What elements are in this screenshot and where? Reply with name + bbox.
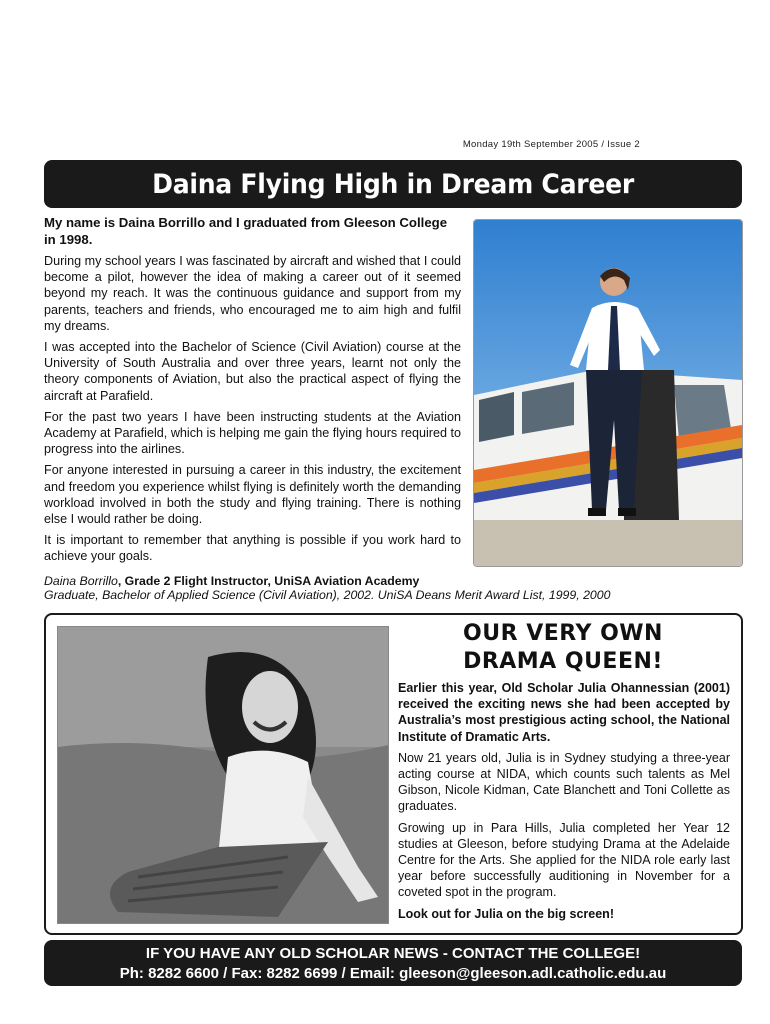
contact-details: Ph: 8282 6600 / Fax: 8282 6699 / Email: gleeson@gleeson.adl.catholic.edu.au	[119, 965, 667, 982]
drama-lead: Earlier this year, Old Scholar Julia Ohannessian (2001) received the exciting news she had been accepted by Australia’s most prestigious acting school, the National Institute of Dramatic Arts.	[398, 681, 730, 744]
drama-title-line2: DRAMA QUEEN!	[463, 649, 663, 674]
contact-banner	[44, 940, 742, 986]
drama-title-line1: OUR VERY OWN	[463, 621, 663, 646]
drama-paragraph: Growing up in Para Hills, Julia completed her Year 12 studies at Gleeson, before studying Drama at the Adelaide Centre for the Arts. She applied for the NIDA role early last year before successfully auditioning in November for a coveted spot in the program.	[398, 820, 730, 900]
actress-photo	[57, 626, 389, 924]
drama-paragraph: Now 21 years old, Julia is in Sydney studying a three-year acting course at NIDA, which counts such talents as Mel Gibson, Nicole Kidman, Cate Blanchett and Toni Collette as graduates.	[398, 750, 730, 814]
article-body	[44, 214, 461, 570]
article-paragraph: For anyone interested in pursuing a career in this industry, the excitement and freedom you experience whilst flying is definitely worth the demanding workload involved in both the study and flying training. There is nothing else I would rather be doing.	[44, 463, 461, 527]
contact-headline: IF YOU HAVE ANY OLD SCHOLAR NEWS - CONTACT THE COLLEGE!	[145, 945, 641, 962]
issue-date-line: Monday 19th September 2005 / Issue 2	[462, 139, 640, 150]
article-paragraph: For the past two years I have been instructing students at the Aviation Academy at Parafield, which is helping me gain the flying hours required to progress into the airlines.	[44, 409, 461, 457]
article-title: Daina Flying High in Dream Career	[152, 168, 634, 200]
article-title-banner	[44, 160, 742, 208]
article-signature	[44, 575, 744, 602]
drama-title	[398, 620, 728, 676]
drama-body	[398, 680, 730, 927]
drama-closing: Look out for Julia on the big screen!	[398, 906, 614, 921]
article-paragraph: I was accepted into the Bachelor of Science (Civil Aviation) course at the University of South Australia and over three years, learnt not only the theory components of Aviation, but also the practical aspect of flying the aircraft at Parafield.	[44, 340, 461, 403]
article-paragraph: It is important to remember that anything is possible if you work hard to achieve your goals.	[44, 533, 461, 564]
signature-credentials: Graduate, Bachelor of Applied Science (Civil Aviation), 2002. UniSA Deans Merit Award List, 1999, 2000	[44, 587, 611, 602]
signature-role: , Grade 2 Flight Instructor, UniSA Aviation Academy	[117, 574, 420, 588]
signature-name: Daina Borrillo	[44, 574, 118, 588]
article-paragraph: During my school years I was fascinated by aircraft and wished that I could become a pilot, however the idea of making a career out of it seemed beyond my reach. It was the continuous guidance and support from my parents, teachers and friends, who encouraged me to aim high and fulfil my dreams.	[44, 254, 461, 333]
article-lead: My name is Daina Borrillo and I graduated from Gleeson College in 1998.	[44, 215, 448, 247]
pilot-photo	[473, 219, 743, 567]
